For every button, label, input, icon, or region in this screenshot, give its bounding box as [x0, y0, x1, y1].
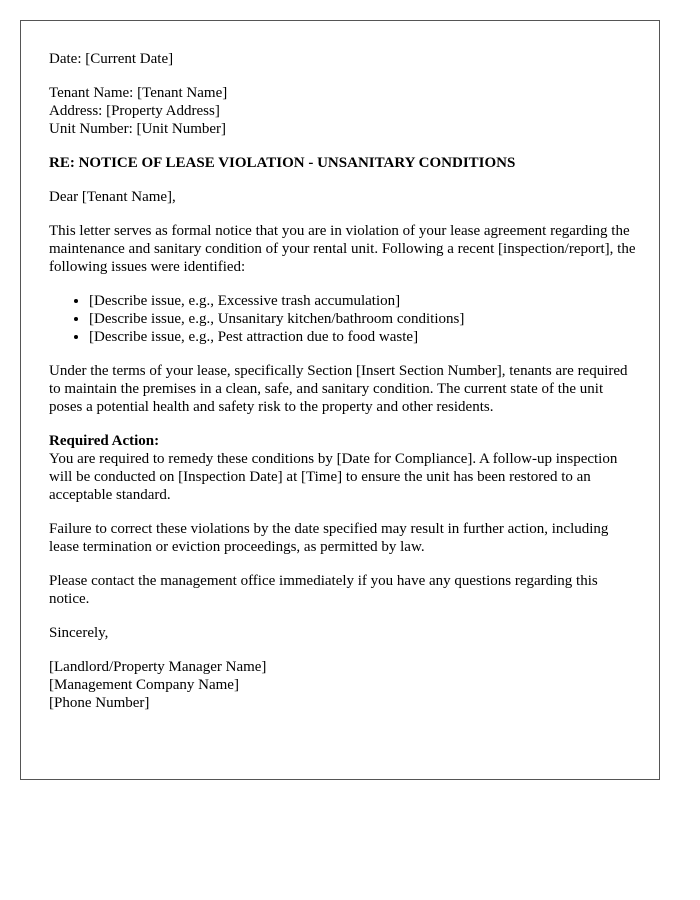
subject-line: RE: NOTICE OF LEASE VIOLATION - UNSANITARY CONDITIONS [49, 155, 516, 171]
required-action-text: You are required to remedy these conditions by [Date for Compliance]. A follow-up inspection will be conducted on [Inspection Date] at [Time] to ensure the unit has been restored to an acceptable standard. [49, 451, 618, 503]
tenant-info-block [49, 84, 639, 138]
issue-item: • [Describe issue, e.g., Pest attraction due to food waste] [89, 328, 639, 346]
signature-name: [Landlord/Property Manager Name] [49, 659, 267, 675]
signature-block [49, 658, 639, 712]
closing: Sincerely, [49, 625, 109, 641]
date-block [49, 50, 639, 68]
failure-paragraph: Failure to correct these violations by the date specified may result in further action, including lease termination or eviction proceedings, as permitted by law. [49, 521, 609, 555]
signature-company: [Management Company Name] [49, 677, 239, 693]
terms-paragraph: Under the terms of your lease, specifically Section [Insert Section Number], tenants are required to maintain the premises in a clean, safe, and sanitary condition. The current state of the unit poses a potential health and safety risk to the property and other residents. [49, 363, 628, 415]
contact-paragraph: Please contact the management office immediately if you have any questions regarding this notice. [49, 573, 598, 607]
letter-content [49, 50, 639, 728]
tenant-name-line: Tenant Name: [Tenant Name] [49, 85, 228, 101]
salutation: Dear [Tenant Name], [49, 189, 176, 205]
signature-phone: [Phone Number] [49, 695, 150, 711]
unit-number-line: Unit Number: [Unit Number] [49, 121, 227, 137]
issues-list [49, 292, 639, 346]
address-line: Address: [Property Address] [49, 103, 220, 119]
intro-paragraph: This letter serves as formal notice that you are in violation of your lease agreement regarding the maintenance and sanitary condition of your rental unit. Following a recent [inspection/report], the following issues were identified: [49, 223, 636, 275]
issue-item: • [Describe issue, e.g., Unsanitary kitchen/bathroom conditions] [89, 310, 639, 328]
required-action-heading: Required Action: [49, 433, 160, 449]
issue-item: • [Describe issue, e.g., Excessive trash accumulation] [89, 292, 639, 310]
letter-page [20, 20, 660, 780]
required-action-section [49, 432, 639, 504]
date-line: Date: [Current Date] [49, 51, 174, 67]
